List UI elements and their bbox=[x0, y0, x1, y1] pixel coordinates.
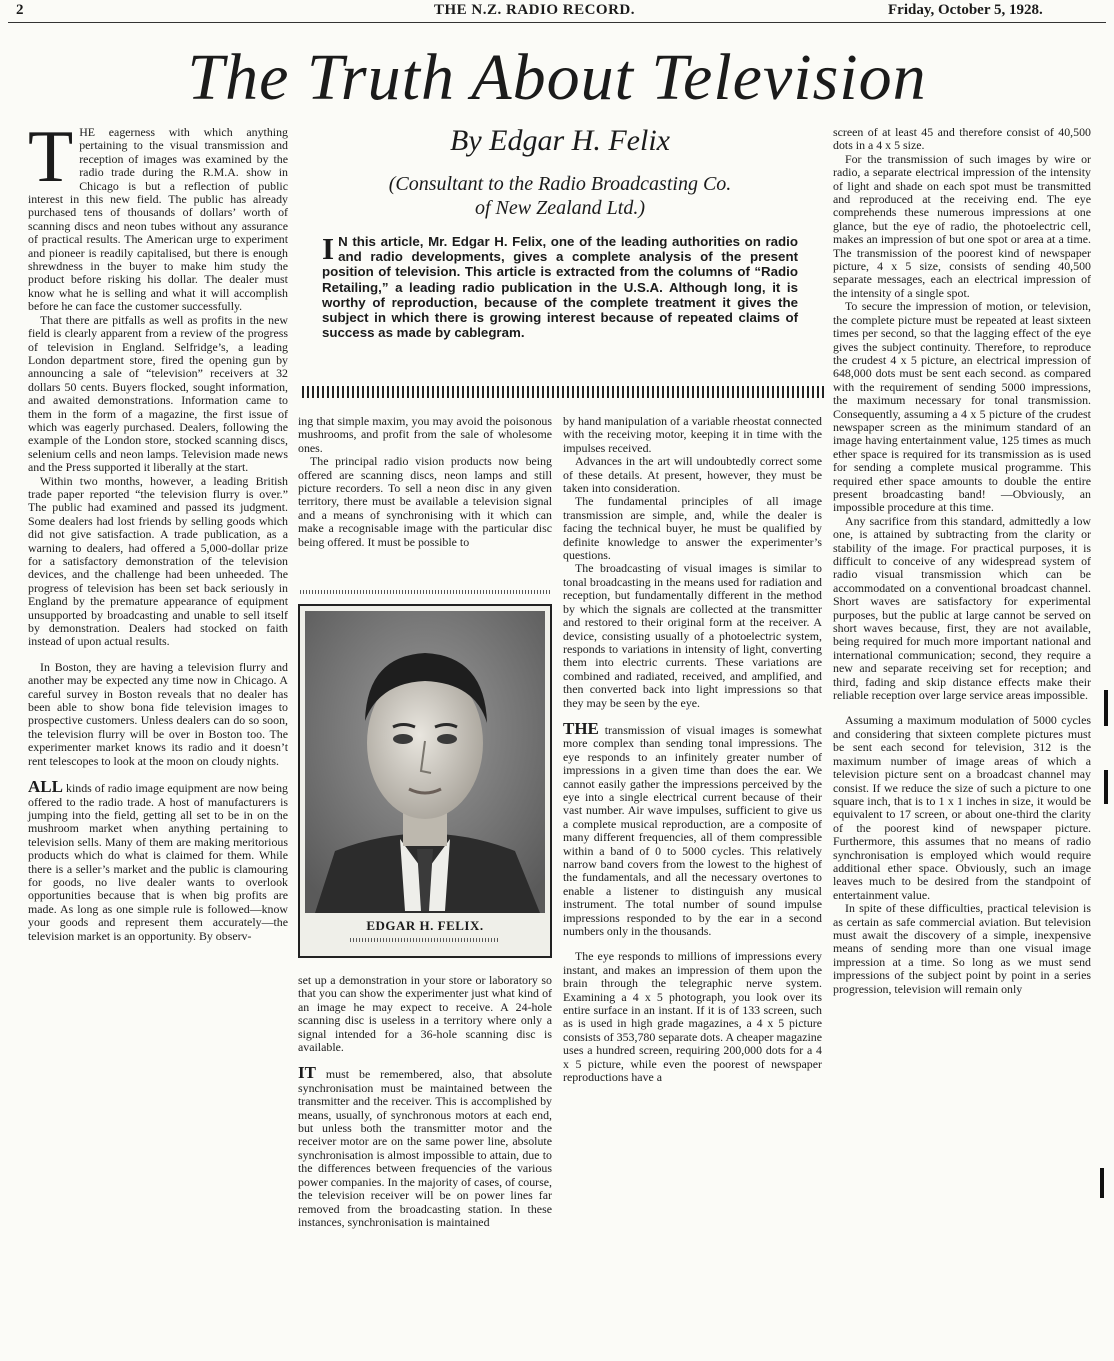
portrait-photo bbox=[305, 611, 545, 913]
column-1 bbox=[28, 116, 288, 943]
column-4 bbox=[833, 126, 1091, 996]
paragraph: Any sacrifice from this standard, admittedly a low one, is attained by subtracting from the clarity or stability of the image. For practical purposes, it is difficult to conceive of any widespread system of radio visual transmission which can be accommodated on a conventional broadcast channel. Short waves are satisfactory for experimental purposes, but the public at large cannot be served on short waves because, first, they are not available, being required for much more important national and international communication; second, they require a new and separate receiving set for reception; and third, fading and skip distance effects make their reliable reception over large service areas impossible. bbox=[833, 513, 1091, 703]
lead-cap: THE bbox=[563, 718, 599, 738]
portrait-image bbox=[305, 611, 545, 913]
masthead: THE N.Z. RADIO RECORD. bbox=[434, 2, 636, 18]
paragraph: For the transmission of such images by wire or radio, a separate electrical impression of the intensity of light and shade on each spot must be transmitted and reproduced at the receiving end. The eye comprehends these numerous impressions at one glance, but the eye of radio, the photoelectric cell, makes an impression of but one spot or area at a time. The transmission of the poorest kind of newspaper picture, 4 x 5 size, consists of sending 40,500 separate messages, each an electrical impression of the intensity of a single spot. bbox=[833, 151, 1091, 300]
paragraph: Advances in the art will undoubtedly correct some of these details. At present, however, they must be taken into consideration. bbox=[563, 454, 822, 496]
decorative-rule bbox=[350, 938, 500, 942]
paragraph: Assuming a maximum modulation of 5000 cycles and considering that sixteen complete pictures must be sent each second for television, 312 is the maximum number of image areas of which a television picture sent on a broadcast channel may consist. If we reduce the size of such a picture to one square inch, that is to 1 x 1 inches in size, it would be equivalent to 17 screen, or about one-third the clarity of the poorest kind of newspaper picture. Furthermore, this assumes that no means of radio synchronisation is employed which would require additional ether space. Obviously, such an image leaves much to be desired from the standpoint of entertainment value. bbox=[833, 713, 1091, 902]
paragraph: The fundamental principles of all image transmission are simple, and, while the dealer is facing the technical buyer, he must be qualified by definite knowledge to answer the experimenter’s questions. bbox=[563, 494, 822, 563]
byline: By Edgar H. Felix bbox=[450, 124, 670, 157]
paragraph: set up a demonstration in your store or laboratory so that you can show the experimenter just what kind of an image he may expect to receive. A 24-hole scanning disc is useless in a territory where only a signal intended for a 36-hole scanning disc is available. bbox=[298, 973, 552, 1055]
column-2-top bbox=[298, 415, 552, 549]
paragraph: To secure the impression of motion, or television, the complete picture must be repeated at least sixteen times per second, so that the lagging effect of the eye gives the subject continuity. Therefore, to reproduce the crudest 4 x 5 picture, an electrical impression of 648,000 dots must be sent each second. as compared with the requirement of sending 5000 impressions, the maximum necessary for tonal transmission. Consequently, assuming a 4 x 5 picture of the crudest newspaper screen as the minimum standard of an image having entertainment value, 125 times as much ether space is required for its transmission as is used for sending a complete musical programme. This required ether space amounts to double the entire present broadcasting band! —Obviously, an impossible procedure at this time. bbox=[833, 299, 1091, 515]
page-number: 2 bbox=[16, 2, 24, 18]
consultant-line: (Consultant to the Radio Broadcasting Co. bbox=[388, 173, 732, 195]
paragraph: ing that simple maxim, you may avoid the poisonous mushrooms, and profit from the sale of wholesome ones. bbox=[298, 414, 552, 455]
drop-cap: T bbox=[28, 116, 74, 198]
paragraph: ALL kinds of radio image equipment are now being offered to the radio trade. A host of manufacturers is jumping into the field, getting all set to be in on the mushroom market when anything pertaining to television sells. Many of them are making meritorious products which do what is claimed for them. While there is a seller’s market and the public is clamouring for goods, no live dealer wants to overlook opportunities because that is when big profits are made. As long as one simple rule is followed—know your goods and represent them accurately—the television market is an opportunity. By observ- bbox=[28, 777, 288, 943]
paragraph: IT must be remembered, also, that absolute synchronisation must be maintained between the transmitter and the receiver. This is accomplished by means, usually, of synchronous motors at each end, but unless both the transmitter motor and the receiver motor are on the same power line, absolute synchronisation is almost impossible to attain, due to the differences between frequencies of the various power companies. In the majority of cases, of course, the television receiver will be on power lines far removed from the broadcasting station. In these instances, synchronisation is maintained bbox=[298, 1063, 552, 1229]
paragraph: In Boston, they are having a television flurry and another may be expected any time now in Chicago. A careful survey in Boston reveals that no dealer has been able to show bona fide television images to prospective customers. Unless dealers can do so soon, the television flurry will be over in Boston too. The experimenter market knows its radio and it doesn’t rent telescopes to look at the moon on cloudy nights. bbox=[28, 659, 288, 768]
lead-cap: IT bbox=[298, 1063, 316, 1083]
margin-mark bbox=[1104, 770, 1108, 804]
column-2-bottom bbox=[298, 974, 552, 1229]
paragraph: The eye responds to millions of impressions every instant, and makes an impression of them upon the brain through the telegraphic nerve system. Examining a 4 x 5 photograph, you look over its entire surface in an instant. If it is of 133 screen, such as is used in high grade magazines, a 4 x 5 picture consists of 353,780 separate dots. A cheaper magazine uses a hundred screen, requiring 200,000 dots for a 4 x 5 picture, while even the poorest of newspaper reproductions have a bbox=[563, 949, 822, 1085]
header-rule bbox=[8, 22, 1106, 23]
intro-paragraph: I N this article, Mr. Edgar H. Felix, one of the leading authorities on radio and radio developments, gives a complete analysis of the present position of television. This article is extracted from the columns of “Radio Retailing,” a leading radio publication in the U.S.A. Although long, it is worthy of reproduction, because of the complete treatment it gives the subject in which there is growing interest because of repeated claims of success as made by cablegram. bbox=[322, 231, 798, 341]
article-title: The Truth About Television bbox=[187, 41, 927, 114]
paragraph: That there are pitfalls as well as profits in the new field is clearly apparent from a review of the progress of television in England. Selfridge’s, a leading London department store, fired the opening gun by announcing a sale of “television” receivers at 32 dollars 50 cents. Buyers flocked, sought information, and awaited demonstrations. Information came to them in the form of a magazine, the first issue of which was eagerly purchased. Dealers, following the example of the London store, stocked scanning discs, selenium cells and neon lamps. Television made news and the Press supported it liberally at the start. bbox=[28, 312, 288, 475]
paragraph: The principal radio vision products now being offered are scanning discs, neon lamps and still picture recorders. To sell a neon disc in any given territory, there must be available a television signal and a means of synchronising with it which can make a recognisable image with the particular disc being offered. It must be possible to bbox=[298, 454, 552, 549]
column-3 bbox=[563, 415, 822, 1085]
paragraph: by hand manipulation of a variable rheostat connected with the receiving motor, keeping it in time with the impulses received. bbox=[563, 414, 822, 455]
page-header bbox=[0, 2, 1114, 20]
photo-caption: EDGAR H. FELIX. bbox=[366, 918, 484, 933]
lead-cap: ALL bbox=[28, 777, 63, 797]
paragraph: Within two months, however, a leading British trade paper reported “the television flurry is over.” The public had examined and passed its judgment. Some dealers had lost friends by selling goods which did not give satisfaction. A trade publication, as a warning to dealers, had offered a 5,000-dollar prize for a satisfactory demonstration of the television devices, and the challenge had been unheeded. The progress of television has been set back seriously in England by the premature appearance of equipment unsupported by broadcasting and unable to sell itself by demonstration. Dealers had stocked on faith instead of upon actual results. bbox=[28, 473, 288, 649]
paragraph: THE transmission of visual images is somewhat more complex than sending tonal impressions. The eye responds to an infinitely greater number of impressions in a given time than does the ear. We cannot easily gather the impressions perceived by the eye into a single electrical current because of their vast number. Air wave impulses, sufficient to give us a complete musical reproduction, are a composite of many different frequencies, all of them compressible within a band of 0 to 5000 cycles. This relatively narrow band covers from the lowest to the highest of the fundamentals, and all the necessary overtones to enable a listener to distinguish any musical instrument. The total number of sound impulse impressions responded to by the ear in a second numbers only in the thousands. bbox=[563, 718, 822, 939]
issue-date: Friday, October 5, 1928. bbox=[888, 2, 1043, 18]
portrait-figure bbox=[298, 604, 552, 958]
paragraph: THE eagerness with which anything pertaining to the visual transmission and reception of images was examined by the radio trade during the R.M.A. show in Chicago is but a reflection of public interest in this new field. The public has already purchased tens of thousands of dollars’ worth of scanning discs and neon tubes without any assurance of practical results. The American urge to experiment and pioneer is readily capitalised, but there is enough shrewdness in the buyer to make him study the product before risking his dollar. The dealer must know what he is selling and what it will accomplish before he can face the customer successfully. bbox=[28, 116, 288, 314]
paragraph: The broadcasting of visual images is similar to tonal broadcasting in the means used for radiation and reception, but fundamentally different in the method by which the signals are collected at the transmitter and restored to their original form at the receiver. A device, consisting usually of a photoelectric system, responds to variations in intensity of light, converting them into electric currents. These variations are combined and radiated, received, and amplified, and then converted back into light impressions so that they may be seen by the eye. bbox=[563, 561, 822, 710]
margin-mark bbox=[1100, 1168, 1104, 1198]
paragraph: screen of at least 45 and therefore consist of 40,500 dots in a 4 x 5 size. bbox=[833, 125, 1091, 153]
decorative-rule bbox=[302, 386, 824, 398]
paragraph: In spite of these difficulties, practical television is as certain as safe commercial aviation. But television must await the discovery of a simple, inexpensive means of sending more than one visual image impression at a time. So long as we must send impressions of the subject point by point in a series progression, television will remain only bbox=[833, 901, 1091, 996]
consultant-line: of New Zealand Ltd.) bbox=[474, 197, 645, 219]
decorative-rule bbox=[300, 590, 550, 594]
margin-mark bbox=[1104, 690, 1108, 726]
consultant-credit bbox=[300, 172, 820, 220]
intro-drop-cap: I bbox=[322, 231, 335, 266]
